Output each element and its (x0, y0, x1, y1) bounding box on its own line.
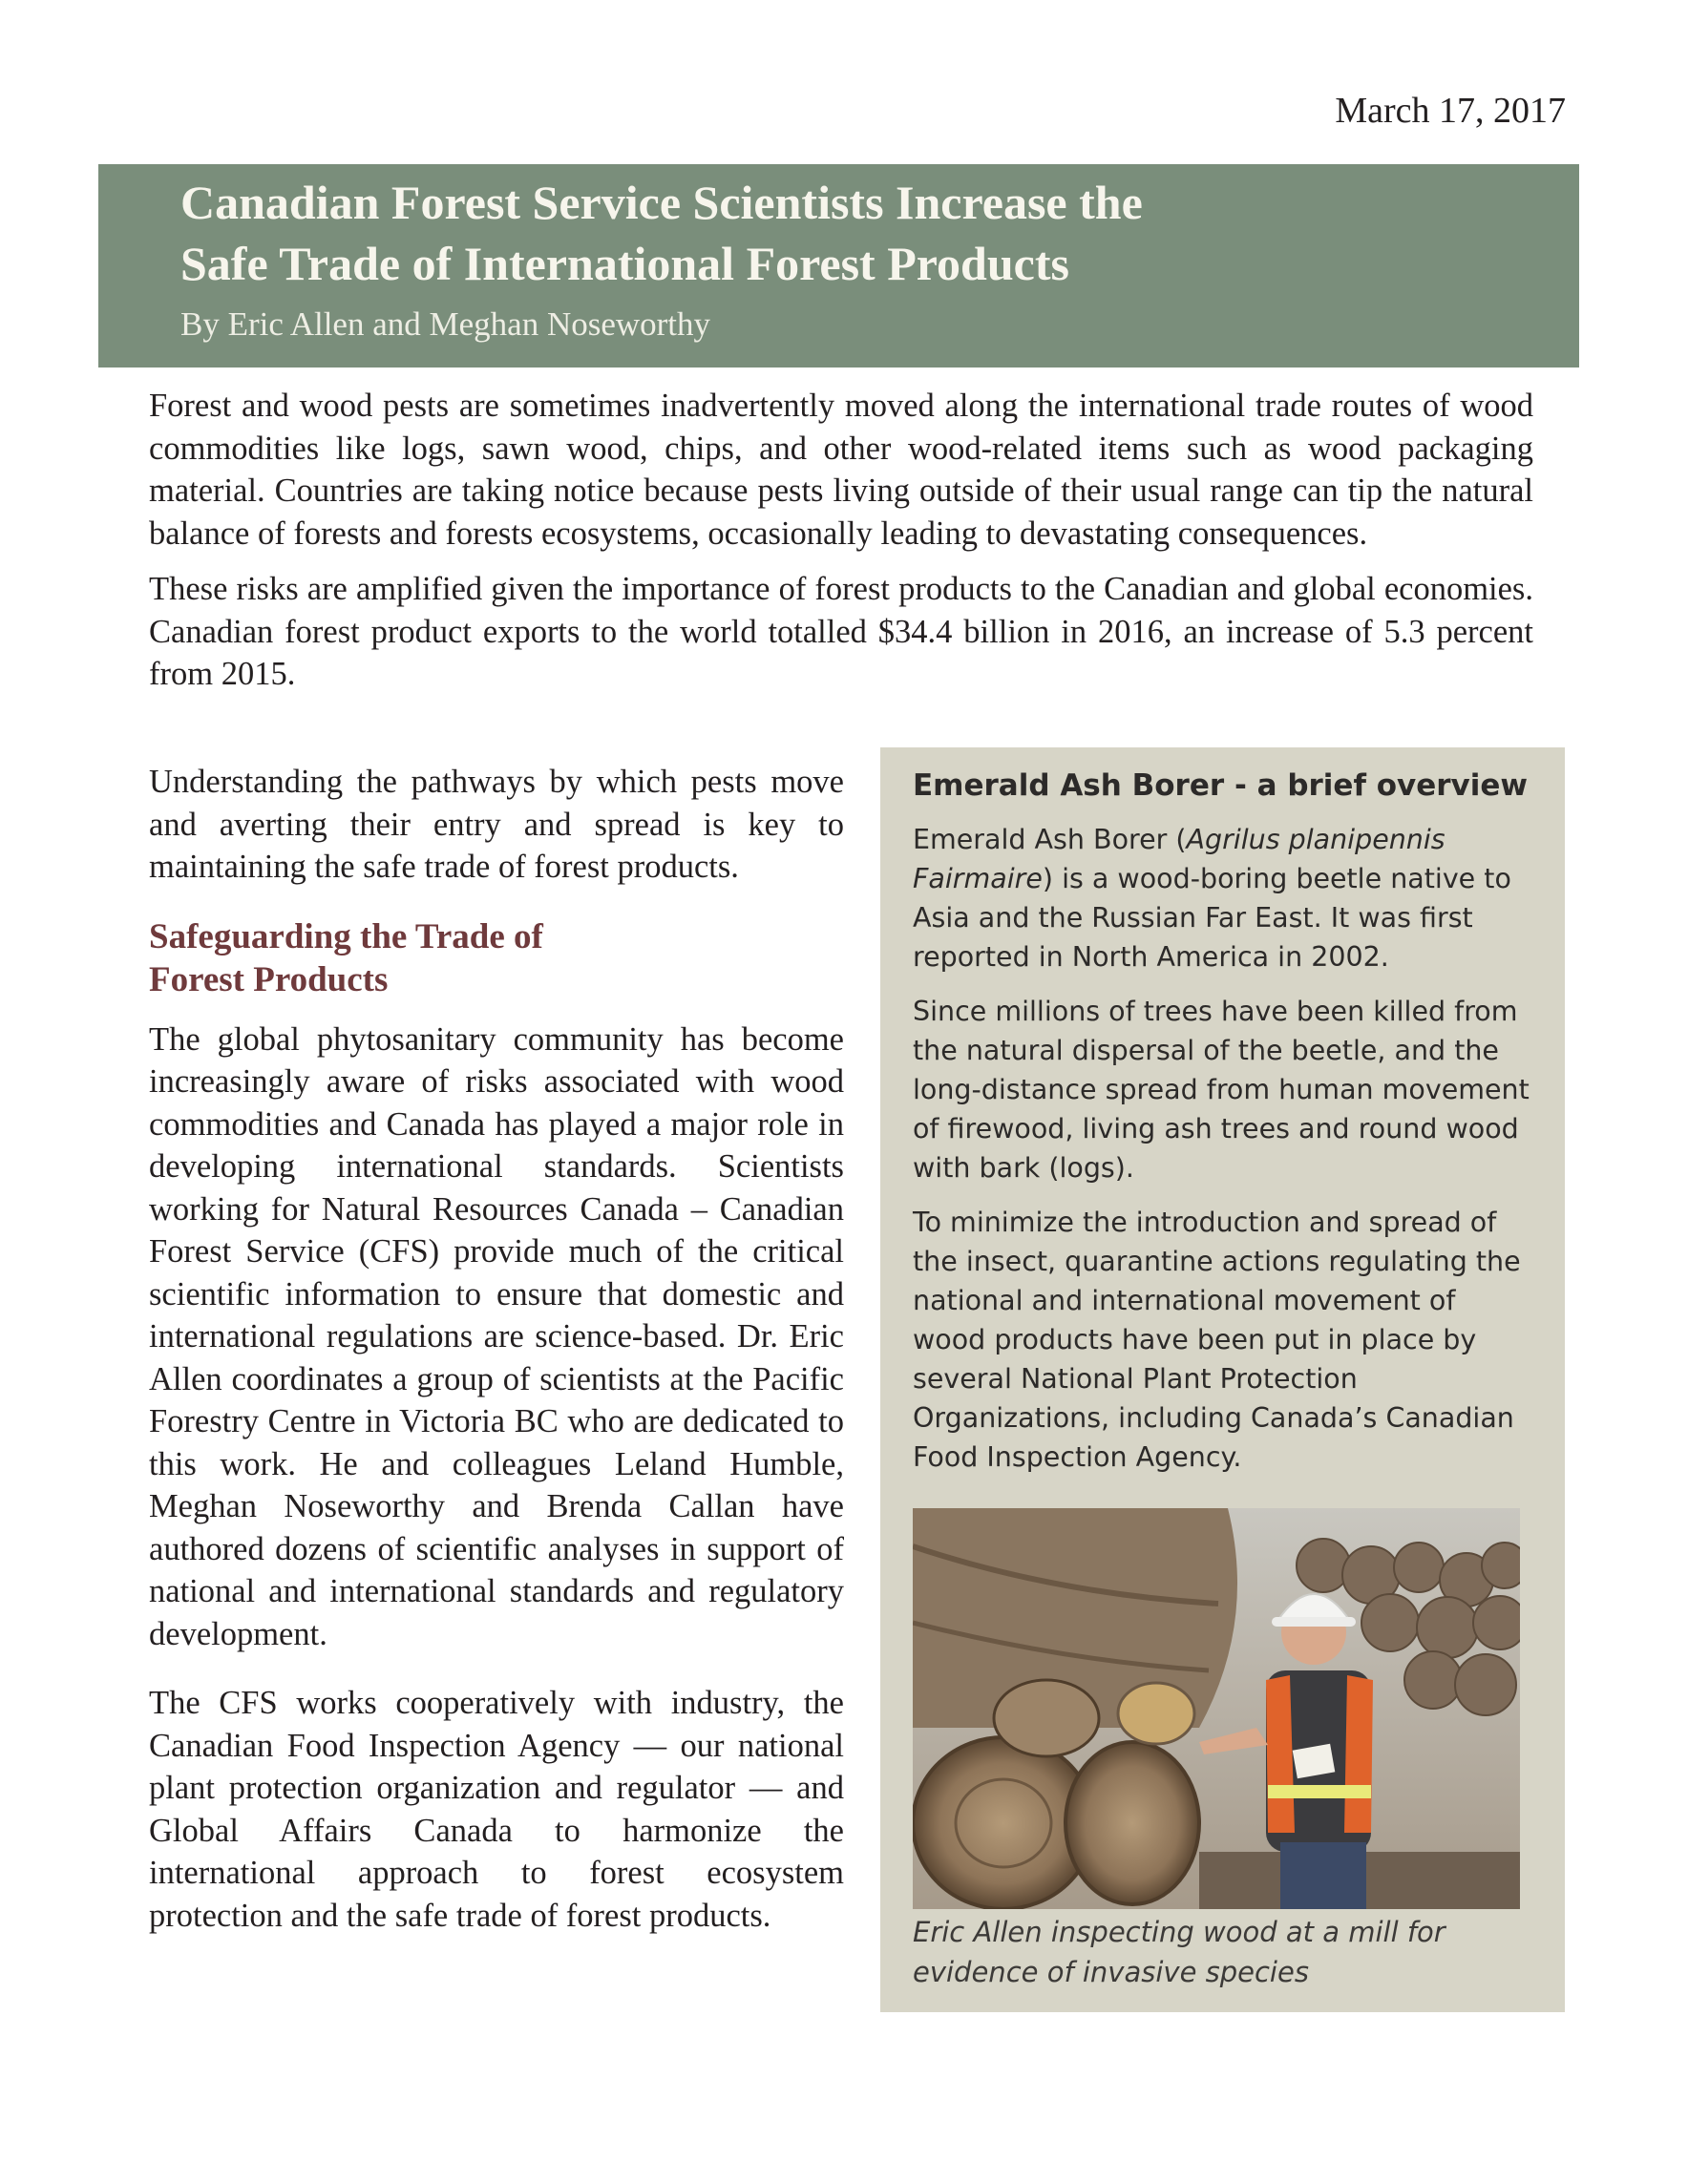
pathways-paragraph: Understanding the pathways by which pests move and averting their entry and spread is key to maintaining the safe trade of forest products. (149, 764, 844, 885)
cooperation-paragraph: The CFS works cooperatively with industry, the Canadian Food Inspection Agency — our national plant protection organization and regulator — and Global Affairs Canada to harmonize the international approach to forest ecosystem protection and the safe trade of forest products. (149, 1685, 844, 1934)
phytosanitary-paragraph: The global phytosanitary community has become increasingly aware of risks associated with wood commodities and Canada has played a major role in developing international standards. Scientists working for Natural Resources Canada – Canadian Forest Service (CFS) provide much of the critical scientific information to ensure that domestic and international regulations are science-based. Dr. Eric Allen coordinates a group of scientists at the Pacific Forestry Centre in Victoria BC who are dedicated to this work. He and colleagues Leland Humble, Meghan Noseworthy and Brenda Callan have authored dozens of scientific analyses in support of national and international standards and regulatory development. (149, 1020, 844, 1652)
section-heading: Safeguarding the Trade of Forest Products (149, 916, 543, 999)
article-title (180, 172, 1326, 294)
sidebar-box (880, 747, 1565, 2012)
intro-paragraph-1: Forest and wood pests are sometimes inadvertently moved along the international trade routes of wood commodities like logs, sawn wood, chips, and other wood-related items such as wood packaging material. Countries are taking notice because pests living outside of their usual range can tip the natural balance of forests and forests ecosystems, occasionally leading to devastating consequences. (149, 388, 1533, 552)
title-line-2: Safe Trade of International Forest Products (180, 237, 1069, 290)
main-column (149, 761, 844, 1964)
title-banner (98, 164, 1579, 368)
sidebar-p1-before: Emerald Ash Borer ( (913, 824, 1187, 855)
species-name: Agrilus planipennis Fairmaire (913, 824, 1445, 894)
sidebar-p1-after: ) is a wood-boring beetle native to Asia and the Russian Far East. It was first reported in North America in 2002. (913, 863, 1511, 973)
intro-paragraph-2: These risks are amplified given the importance of forest products to the Canadian and global economies. Canadian forest product exports to the world totalled $34.4 billion in 2016, an increase of 5.3 percent from 2015. (149, 571, 1533, 692)
photo-illustration (913, 1508, 1520, 1909)
photo-caption: Eric Allen inspecting wood at a mill for evidence of invasive species (913, 1916, 1445, 1988)
intro-section (149, 385, 1533, 709)
mill-inspection-photo (913, 1508, 1520, 1909)
sidebar-title: Emerald Ash Borer - a brief overview (913, 768, 1529, 803)
sidebar-paragraph-2: Since millions of trees have been killed from the natural dispersal of the beetle, and the long-distance spread from human movement of firewood, living ash trees and round wood with bark (logs). (913, 996, 1530, 1184)
byline: By Eric Allen and Meghan Noseworthy (180, 305, 711, 343)
sidebar-paragraph-3: To minimize the introduction and spread of the insect, quarantine actions regulating the national and international movement of wood products have been put in place by several National Plant Protection Organizations, including Canada’s Canadian Food Inspection Agency. (913, 1207, 1521, 1473)
title-line-1: Canadian Forest Service Scientists Increase the (180, 176, 1143, 229)
date: March 17, 2017 (1335, 91, 1566, 131)
sidebar-paragraph-1 (913, 820, 1533, 976)
